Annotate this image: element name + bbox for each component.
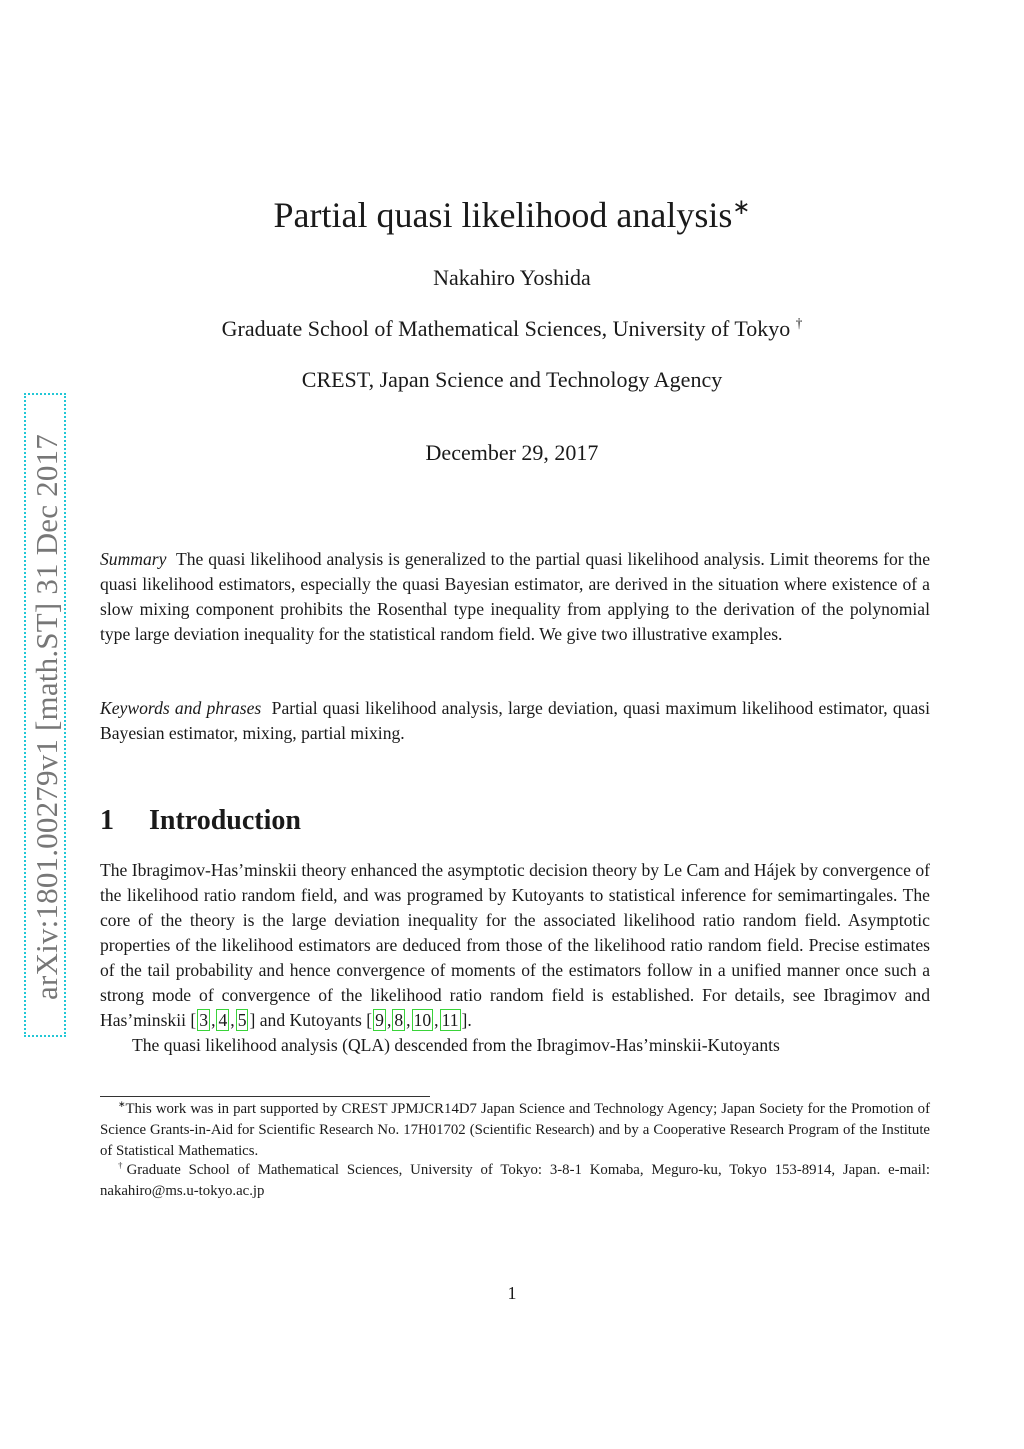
citation-link[interactable]: 8 [394,1010,404,1030]
paper-date: December 29, 2017 [425,440,599,465]
affiliation-footnote-mark: † [795,315,803,331]
section-title: Introduction [149,805,301,836]
keywords-label: Keywords and phrases [100,698,262,718]
arxiv-stamp-text: arXiv:1801.00279v1 [math.ST] 31 Dec 2017 [29,434,64,1000]
title-footnote-mark: ∗ [732,195,751,219]
citation-link[interactable]: 3 [199,1010,209,1030]
paper-title [0,194,1024,236]
footnote-2 [100,1160,930,1202]
footnote-2-text: Graduate School of Mathematical Sciences, University of Tokyo: 3-8-1 Komaba, Meguro-ku, Tokyo 153-8914, Japan. e-mail: nakahiro@ms.u-tokyo.ac.jp [100,1162,930,1199]
summary-label: Summary [100,549,167,569]
affiliation-1 [0,316,1024,342]
intro-paragraph-2: The quasi likelihood analysis (QLA) descended from the Ibragimov-Has’minskii-Kutoyants [132,1035,780,1055]
footnote-1-text: This work was in part supported by CREST JPMJCR14D7 Japan Science and Technology Agency; Japan Society for the Promotion of Science Grants-in-Aid for Scientific Research No. 17H01702 (Scientific Research) and by a Cooperative Research Program of the Institute of Statistical Mathematics. [100,1101,930,1159]
summary-paragraph [100,547,930,647]
summary-text: The quasi likelihood analysis is generalized to the partial quasi likelihood analysis. Limit theorems for the quasi likelihood estimators, especially the quasi Bayesian estimator, are derived in the situation where existence of a slow mixing component prohibits the Rosenthal type inequality from applying to the derivation of the polynomial type large deviation inequality for the statistical random field. We give two illustrative examples. [100,549,931,644]
author-name: Nakahiro Yoshida [433,265,591,290]
affiliation-1-text: Graduate School of Mathematical Sciences, University of Tokyo [221,316,791,341]
footnote-1 [100,1099,930,1162]
keywords-text: Partial quasi likelihood analysis, large deviation, quasi maximum likelihood estimator, quasi Bayesian estimator, mixing, partial mixing. [100,698,931,743]
footnote-2-mark: † [118,1160,127,1171]
citation-link[interactable]: 4 [218,1010,228,1030]
intro-p1-text: The Ibragimov-Has’minskii theory enhanced the asymptotic decision theory by Le Cam and Hájek by convergence of the likelihood ratio random field, and was programed by Kutoyants to statistical inference for semimartingales. The core of the theory is the large deviation inequality for the associated likelihood ratio random field. Asymptotic properties of the likelihood estimators are deduced from those of the likelihood ratio random field. Precise estimates of the tail probability and hence convergence of moments of the estimators follow in a unified manner once such a strong mode of convergence of the likelihood ratio random field is established. For details, see Ibragimov and Has’minskii [100,860,930,1030]
paper-title-text: Partial quasi likelihood analysis [273,195,733,235]
intro-paragraph-1: The Ibragimov-Has’minskii theory enhanced the asymptotic decision theory by Le Cam and Hájek by convergence of the likelihood ratio random field, and was programed by Kutoyants to statistical inference for semimartingales. The core of the theory is the large deviation inequality for the associated likelihood ratio random field. Asymptotic properties of the likelihood estimators are deduced from those of the likelihood ratio random field. Precise estimates of the tail probability and hence convergence of moments of the estimators follow in a unified manner once such a strong mode of convergence of the likelihood ratio random field is established. For details, see Ibragimov and Has’minskii [ 3 , 4 , 5 ] and Kutoyants [ 9 , 8 , 10 , 11 ]. [100,860,930,1030]
section-heading [100,805,301,837]
page-number: 1 [507,1283,517,1303]
introduction-body [100,858,930,1058]
keywords-paragraph [100,696,930,746]
citation-link[interactable]: 5 [237,1010,247,1030]
intro-p1-end: . [467,1010,472,1030]
citation-link[interactable]: 11 [441,1010,459,1030]
citation-link[interactable]: 10 [413,1010,432,1030]
footnote-1-mark: ∗ [118,1099,126,1110]
section-number: 1 [100,805,114,836]
arxiv-stamp[interactable] [24,393,66,1037]
citation-link[interactable]: 9 [375,1010,384,1030]
intro-p1-mid: and Kutoyants [259,1010,362,1030]
affiliation-2: CREST, Japan Science and Technology Agency [301,367,723,392]
footnote-rule [100,1096,430,1097]
